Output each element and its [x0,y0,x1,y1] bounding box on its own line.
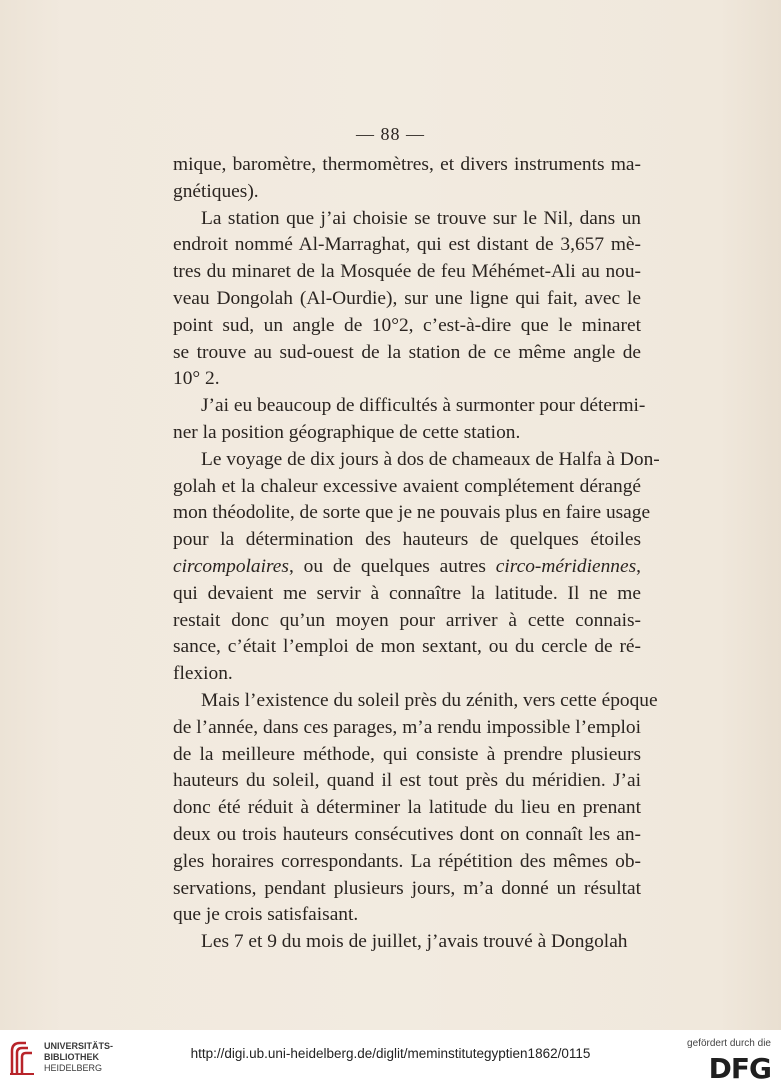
italic-term: circompolaires [173,555,289,577]
text-line: de la meilleure méthode, qui consiste à prendre plusieurs [173,743,641,765]
library-name-line2: BIBLIOTHEK [44,1052,99,1062]
dfg-logo-icon: DFG [708,1052,771,1085]
text-line: point sud, un angle de 10°2, c’est-à-dire que le minaret [173,314,641,336]
italic-term: circo-méridiennes [495,555,637,577]
text-line: Les 7 et 9 du mois de juillet, j’avais trouvé à Dongolah [201,931,628,953]
library-name-line3: HEIDELBERG [44,1063,103,1073]
text-line: mon théodolite, de sorte que je ne pouvais plus en faire usage [173,502,651,524]
text-line: gles horaires correspondants. La répétition des mêmes ob- [173,850,641,872]
text-line: veau Dongolah (Al-Ourdie), sur une ligne qui fait, avec le [173,287,641,309]
text-line: La station que j’ai choisie se trouve sur le Nil, dans un [201,207,641,229]
text-line: 10° 2. [173,368,220,390]
text-line: que je crois satisfaisant. [173,904,359,926]
library-name-line1: UNIVERSITÄTS- [44,1041,114,1051]
text-line: endroit nommé Al-Marraghat, qui est distant de 3,657 mè- [173,234,641,256]
footer-bar [0,1030,781,1088]
text-line: restait donc qu’un moyen pour arriver à cette connais- [173,609,641,631]
text-line: J’ai eu beaucoup de difficultés à surmonter pour détermi- [201,395,646,417]
text-line: ner la position géographique de cette station. [173,421,521,443]
page-number: — 88 — [356,124,425,144]
text-line: mique, baromètre, thermomètres, et divers instruments ma- [173,154,641,175]
text-line: Mais l’existence du soleil près du zénith, vers cette époque [201,689,658,711]
text-line: qui devaient me servir à connaître la latitude. Il ne me [173,582,641,604]
text-line: hauteurs du soleil, quand il est tout près du méridien. J’ai [173,770,641,792]
body-text [173,152,660,956]
permalink-url[interactable]: http://digi.ub.uni-heidelberg.de/diglit/meminstitutegyptien1862/0115 [190,1046,591,1061]
text-line: deux ou trois hauteurs consécutives dont on connaît les an- [173,823,641,845]
text-line: servations, pendant plusieurs jours, m’a donné un résultat [173,877,641,899]
text-line: flexion. [173,663,233,685]
text-line: de l’année, dans ces parages, m’a rendu impossible l’emploi [173,716,641,738]
text-line: tres du minaret de la Mosquée de feu Méhémet-Ali au nou- [173,261,641,283]
text-line: golah et la chaleur excessive avaient complétement dérangé [173,475,641,497]
text-line: gnétiques). [173,180,259,202]
dfg-caption: gefördert durch die [687,1038,771,1049]
text-line: pour la détermination des hauteurs de quelques étoiles [173,529,641,551]
text-line: donc été réduit à déterminer la latitude du lieu en prenant [173,797,641,819]
text-line: Le voyage de dix jours à dos de chameaux de Halfa à Don- [201,448,660,470]
text-line: sance, c’était l’emploi de mon sextant, ou du cercle de ré- [173,636,641,658]
text-line: circompolaires, ou de quelques autres circo-méridiennes, [173,555,641,577]
text-line: se trouve au sud-ouest de la station de ce même angle de [173,341,641,363]
